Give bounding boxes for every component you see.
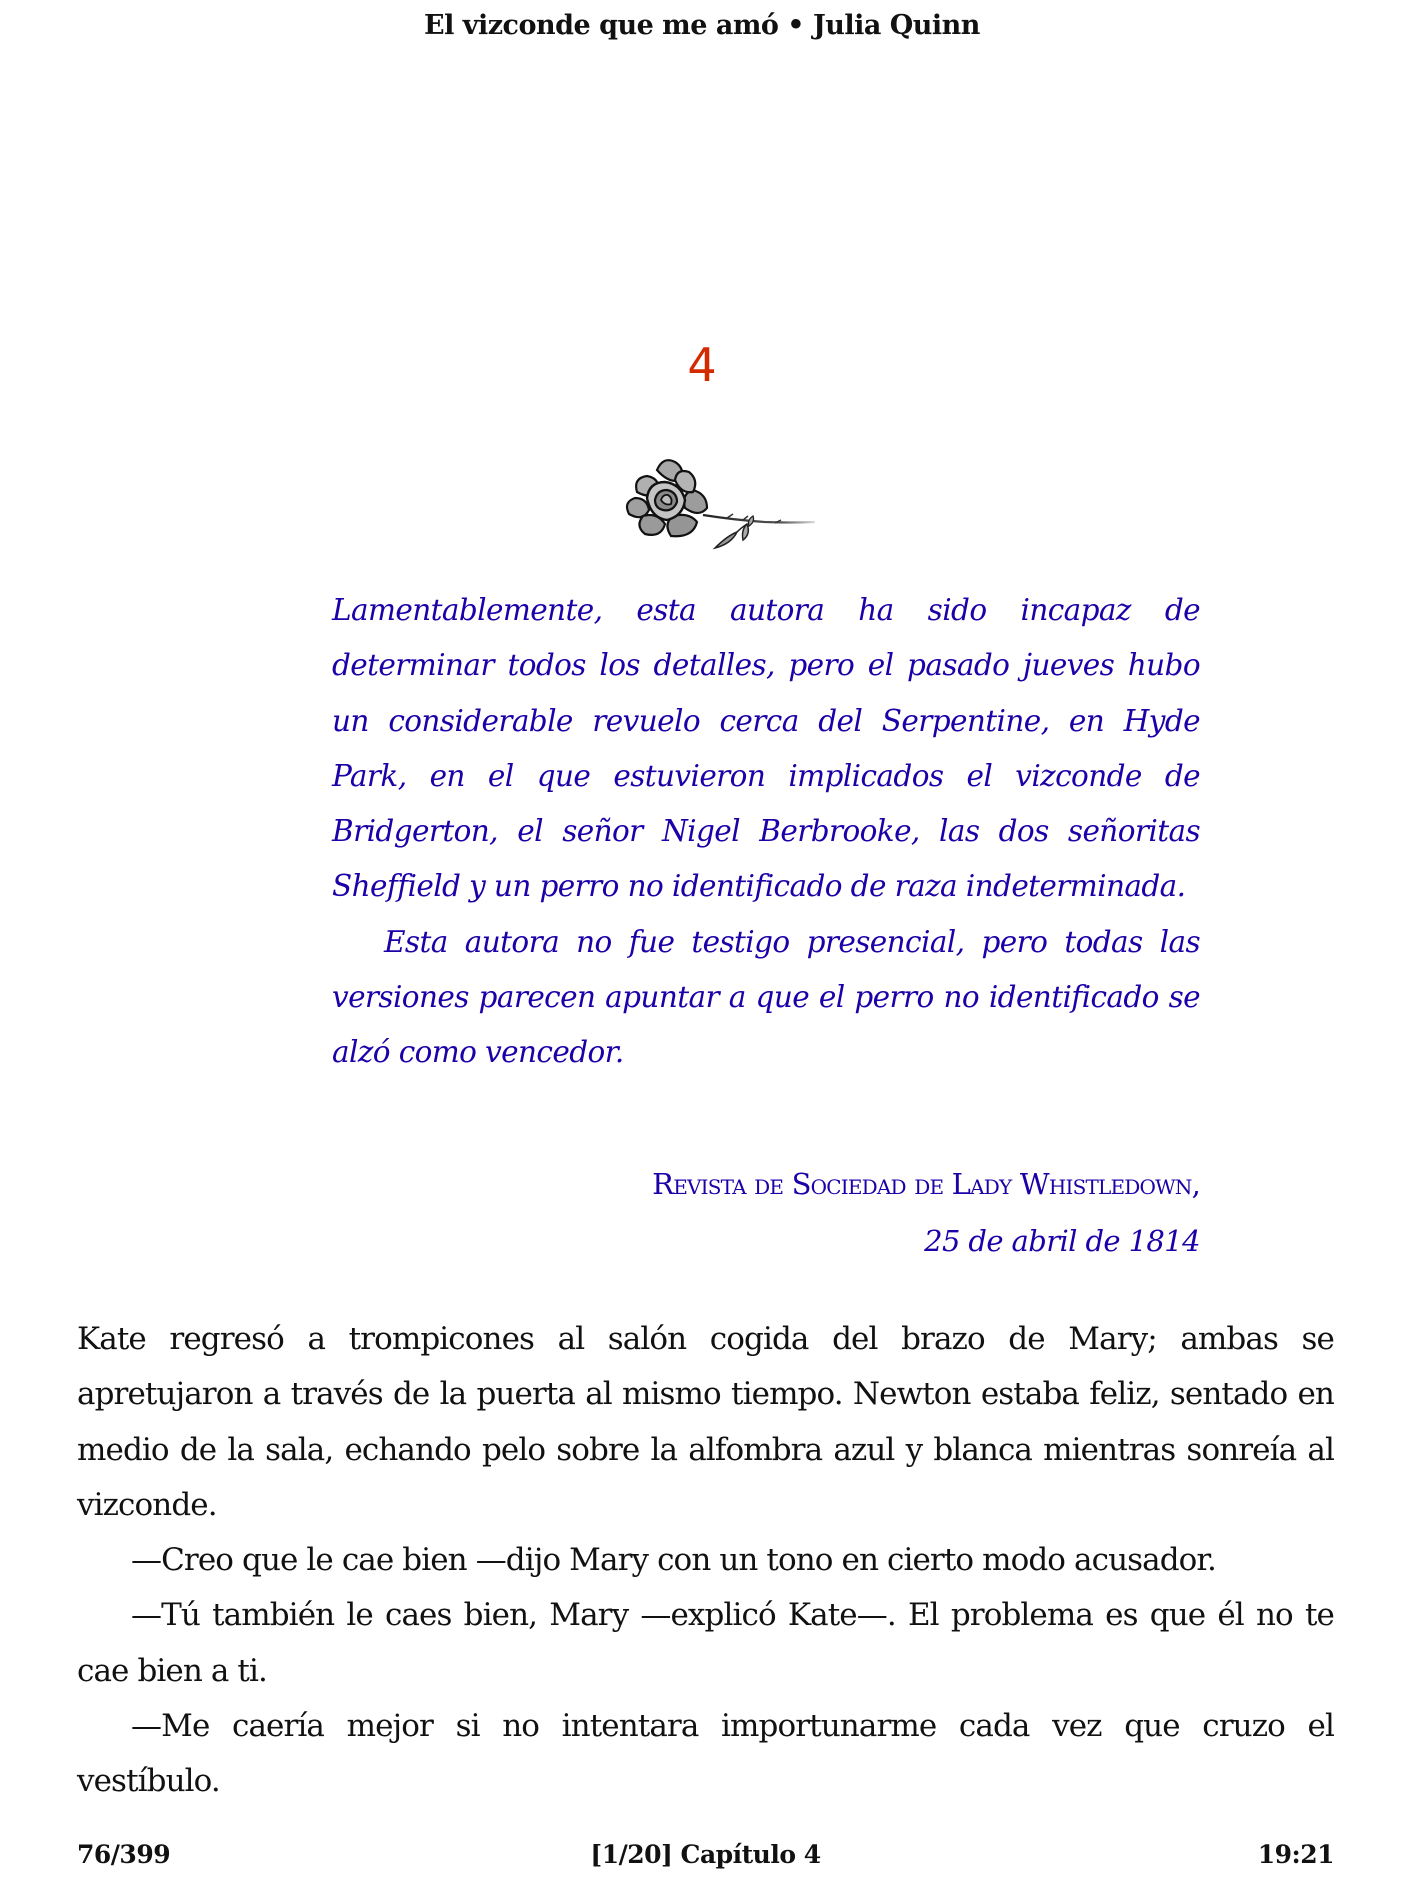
epigraph-paragraph: Esta autora no fue testigo presencial, pero todas las versiones parecen apuntar a que el perro no identificado se alzó como vencedor. [332, 924, 1200, 1070]
epigraph [332, 583, 1200, 1081]
body-paragraph: —Me caería mejor si no intentara importunarme cada vez que cruzo el vestíbulo. [77, 1708, 1334, 1800]
epigraph-paragraph: Lamentablemente, esta autora ha sido incapaz de determinar todos los detalles, pero el pasado jueves hubo un considerable revuelo cerca del Serpentine, en Hyde Park, en el que estuvieron implicados el vizconde de Bridgerton, el señor Nigel Berbrooke, las dos señoritas Sheffield y un perro no identificado de raza indeterminada. [332, 593, 1200, 904]
body-paragraph: Kate regresó a trompicones al salón cogida del brazo de Mary; ambas se apretujaron a través de la puerta al mismo tiempo. Newton estaba feliz, sentado en medio de la sala, echando pelo sobre la alfombra azul y blanca mientras sonreía al vizconde. [77, 1321, 1334, 1523]
page-counter: 76/399 [77, 1840, 171, 1869]
chapter-number: 4 [687, 338, 717, 392]
body-paragraph: —Creo que le cae bien —dijo Mary con un tono en cierto modo acusador. [131, 1542, 1216, 1579]
book-header: El vizconde que me amó • Julia Quinn [424, 10, 980, 41]
chapter-progress: [1/20] Capítulo 4 [590, 1840, 821, 1869]
status-footer [77, 1840, 1334, 1880]
clock: 19:21 [1257, 1840, 1334, 1869]
body-paragraph: —Tú también le caes bien, Mary —explicó Kate—. El problema es que él no te cae bien a ti. [77, 1597, 1334, 1689]
body-text [77, 1312, 1334, 1810]
epigraph-source: Revista de Sociedad de Lady Whistledown, [652, 1167, 1200, 1201]
epigraph-attribution [332, 1156, 1200, 1270]
rose-icon [615, 450, 825, 555]
epigraph-date: 25 de abril de 1814 [924, 1224, 1200, 1258]
